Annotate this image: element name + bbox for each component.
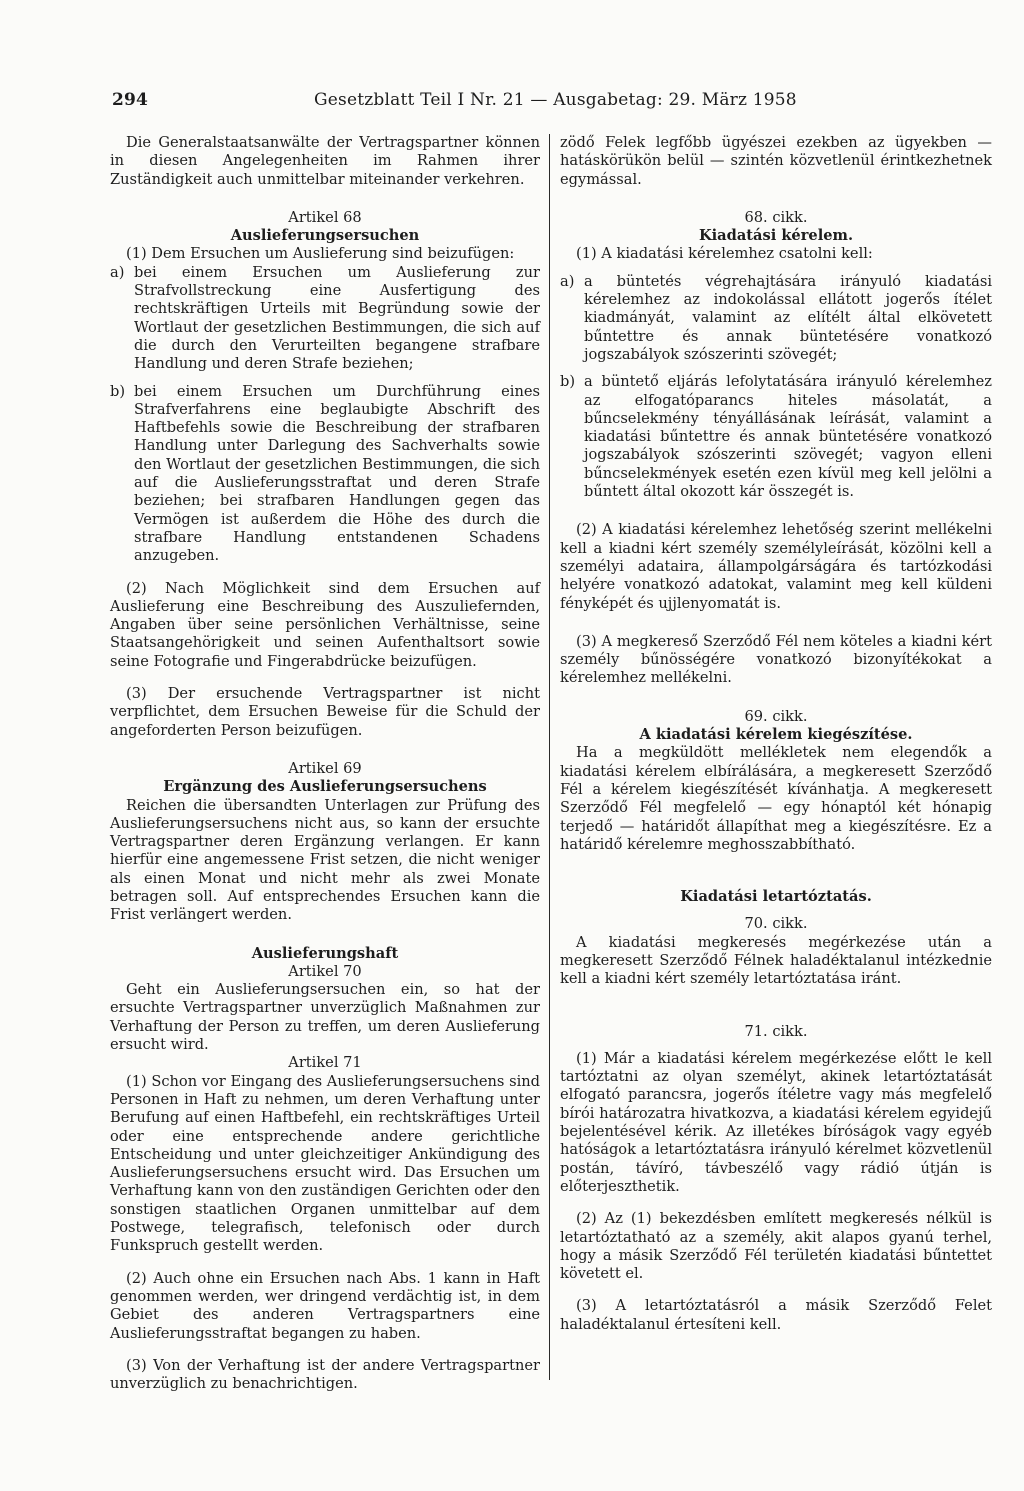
item-text: bei einem Ersuchen um Durchführung eines Strafverfahrens eine beglaubigte Abschrift des Haftbefehls sowie die Beschreibung der strafbaren Handlung unter Darlegung des Sachverhalts sowie den Wortlaut der gesetzlichen Bestimmungen, die sich auf die Auslieferungsstraftat und deren Strafe beziehen; bei strafbaren Handlungen gegen das Vermögen ist außerdem die Höhe des durch die strafbare Handlung entstandenen Schadens anzugeben.: [134, 382, 540, 565]
article-71-title: Artikel 71: [288, 1054, 362, 1072]
cikk-69-heading: A kiadatási kérelem kiegészítése.: [639, 726, 913, 744]
intro-paragraph: zödő Felek legfőbb ügyészei ezekben az ügyekben — hatáskörükön belül — szintén közvetlenül érintkezhetnek egymással.: [560, 134, 992, 188]
item-label: a): [560, 272, 575, 290]
article-68-item-a: [110, 264, 540, 374]
article-69-title: Artikel 69: [288, 759, 362, 777]
cikk-68-para-2: (2) A kiadatási kérelemhez lehetőség szerint mellékelni kell a kiadni kért személy személyleírását, közölni kell a személyi adataira, állampolgárságára és tartózkodási helyére vonatkozó adatokat, valamint meg kell küldeni fényképét és ujjlenyomatát is.: [560, 521, 992, 612]
section-heading-auslieferungshaft: Auslieferungshaft: [251, 944, 399, 962]
page-number: 294: [112, 90, 149, 110]
article-70-text: Geht ein Auslieferungsersuchen ein, so hat der ersuchte Vertragspartner unverzüglich Maßnahmen zur Verhaftung der Person zu treffen, um deren Auslieferung ersucht wird.: [110, 981, 540, 1054]
article-68-para-3: (3) Der ersuchende Vertragspartner ist nicht verpflichtet, dem Ersuchen Beweise für die Schuld der angeforderten Person beizufügen.: [110, 685, 540, 739]
cikk-70-title: 70. cikk.: [744, 915, 808, 933]
cikk-71-para-3: (3) A letartóztatásról a másik Szerződő Felet haladéktalanul értesíteni kell.: [560, 1297, 992, 1333]
article-71-para-1: (1) Schon vor Eingang des Auslieferungsersuchens sind Personen in Haft zu nehmen, um deren Verhaftung unter Berufung auf einen Haftbefehl, ein rechtskräftiges Urteil oder eine entsprechende andere gerichtliche Entscheidung und unter gleichzeitiger Ankündigung des Auslieferungsersuchens ersucht wird. Das Ersuchen um Verhaftung kann von den zuständigen Gerichten oder den sonstigen staatlichen Organen unmittelbar auf dem Postwege, telegrafisch, telefonisch oder durch Funkspruch gestellt werden.: [110, 1072, 540, 1255]
cikk-68-item-a: [560, 273, 992, 364]
article-68-para-1: (1) Dem Ersuchen um Auslieferung sind beizufügen:: [126, 245, 515, 263]
cikk-68-para-3: (3) A megkereső Szerződő Fél nem köteles a kiadni kért személy bűnösségére vonatkozó bizonyítékokat a kérelemhez mellékelni.: [560, 632, 992, 687]
article-68-title: Artikel 68: [288, 208, 362, 226]
cikk-68-item-b: [560, 373, 992, 501]
item-text: a büntetés végrehajtására irányuló kiadatási kérelemhez az indokolással ellátott jogerős ítélet kiadmányát, valamint az elítélt által elkövetett bűntettre és annak büntetésére vonatkozó jogszabályok szószerinti szövegét;: [584, 272, 992, 363]
article-68-para-2: (2) Nach Möglichkeit sind dem Ersuchen auf Auslieferung eine Beschreibung des Auszuliefernden, Angaben über seine persönlichen Verhältnisse, seine Staatsangehörigkeit und seinen Aufenthaltsort sowie seine Fotografie und Fingerabdrücke beizufügen.: [110, 579, 540, 670]
item-text: a büntető eljárás lefolytatására irányuló kérelemhez az elfogatóparancs hiteles másolatát, a bűncselekmény tényállásának leírását, valamint a kiadatási bűntettre és annak büntetésére vonatkozó jogszabályok szószerinti szövegét; vagyon elleni bűncselekmények esetén ezen kívül meg kell jelölni a bűntett által okozott kár összegét is.: [584, 373, 992, 501]
cikk-68-heading: Kiadatási kérelem.: [698, 227, 854, 245]
cikk-68-title: 68. cikk.: [744, 208, 808, 226]
item-label: b): [560, 373, 576, 391]
item-label: a): [110, 263, 125, 281]
article-71-para-3: (3) Von der Verhaftung ist der andere Vertragspartner unverzüglich zu benachrichtigen.: [110, 1356, 540, 1393]
column-divider: [549, 134, 550, 1380]
cikk-68-para-1: (1) A kiadatási kérelemhez csatolni kell:: [576, 245, 873, 263]
item-text: bei einem Ersuchen um Auslieferung zur Strafvollstreckung eine Ausfertigung des rechtskräftigen Urteils mit Begründung sowie der Wortlaut der gesetzlichen Bestimmungen, die sich auf die durch den Verurteilten begangene strafbare Handlung und deren Strafe beziehen;: [134, 263, 540, 373]
section-heading-letartoztatas: Kiadatási letartóztatás.: [680, 888, 872, 906]
article-69-text: Reichen die übersandten Unterlagen zur Prüfung des Auslieferungsersuchens nicht aus, so kann der ersuchte Vertragspartner deren Ergänzung verlangen. Er kann hierfür eine angemessene Frist setzen, die nicht weniger als einen Monat und nicht mehr als zwei Monate betragen soll. Auf entsprechendes Ersuchen kann die Frist verlängert werden.: [110, 796, 540, 924]
intro-paragraph: Die Generalstaatsanwälte der Vertragspartner können in diesen Angelegenheiten im Rahmen ihrer Zuständigkeit auch unmittelbar miteinander verkehren.: [110, 134, 540, 188]
german-column: [110, 134, 540, 1393]
cikk-69-title: 69. cikk.: [744, 707, 808, 725]
article-69-heading: Ergänzung des Auslieferungsersuchens: [163, 778, 487, 796]
hungarian-column: [560, 134, 992, 1334]
article-70-title: Artikel 70: [288, 962, 362, 980]
cikk-71-para-1: (1) Már a kiadatási kérelem megérkezése előtt le kell tartóztatni az olyan személyt, akinek letartóztatását elfogató parancsra, jogerős ítéletre vagy más megfelelő bírói határozatra hivatkozva, a kiadatási kérelem egyidejű bejelentésével kérik. Az illetékes bíróságok vagy egyéb hatóságok a letartóztatásra irányuló kérelmet közvetlenül postán, távíró, távbeszélő vagy rádió útján is előterjeszthetik.: [560, 1049, 992, 1195]
article-68-item-b: [110, 383, 540, 566]
cikk-69-text: Ha a megküldött mellékletek nem elegendők a kiadatási kérelem elbírálására, a megkeresett Szerződő Fél a kérelem kiegészítését kívánhatja. A megkeresett Szerződő Fél megfelelő — egy hónaptól két hónapig terjedő — határidőt állapíthat meg a kiegészítésre. Ez a határidő kérelemre meghosszabbítható.: [560, 744, 992, 853]
cikk-71-title: 71. cikk.: [744, 1022, 808, 1040]
article-68-heading: Auslieferungsersuchen: [230, 227, 420, 245]
cikk-70-text: A kiadatási megkeresés megérkezése után a megkeresett Szerződő Félnek haladéktalanul intézkednie kell a kiadni kért személy letartóztatása iránt.: [560, 933, 992, 988]
cikk-71-para-2: (2) Az (1) bekezdésben említett megkeresés nélkül is letartóztatható az a személy, akit alapos gyanú terhel, hogy a másik Szerződő Fél területén kiadatási bűntettet követett el.: [560, 1210, 992, 1283]
article-71-para-2: (2) Auch ohne ein Ersuchen nach Abs. 1 kann in Haft genommen werden, wer dringend verdächtig ist, in dem Gebiet des anderen Vertragspartners eine Auslieferungsstraftat begangen zu haben.: [110, 1269, 540, 1342]
item-label: b): [110, 382, 126, 400]
running-title: Gesetzblatt Teil I Nr. 21 — Ausgabetag: 29. März 1958: [314, 90, 797, 110]
